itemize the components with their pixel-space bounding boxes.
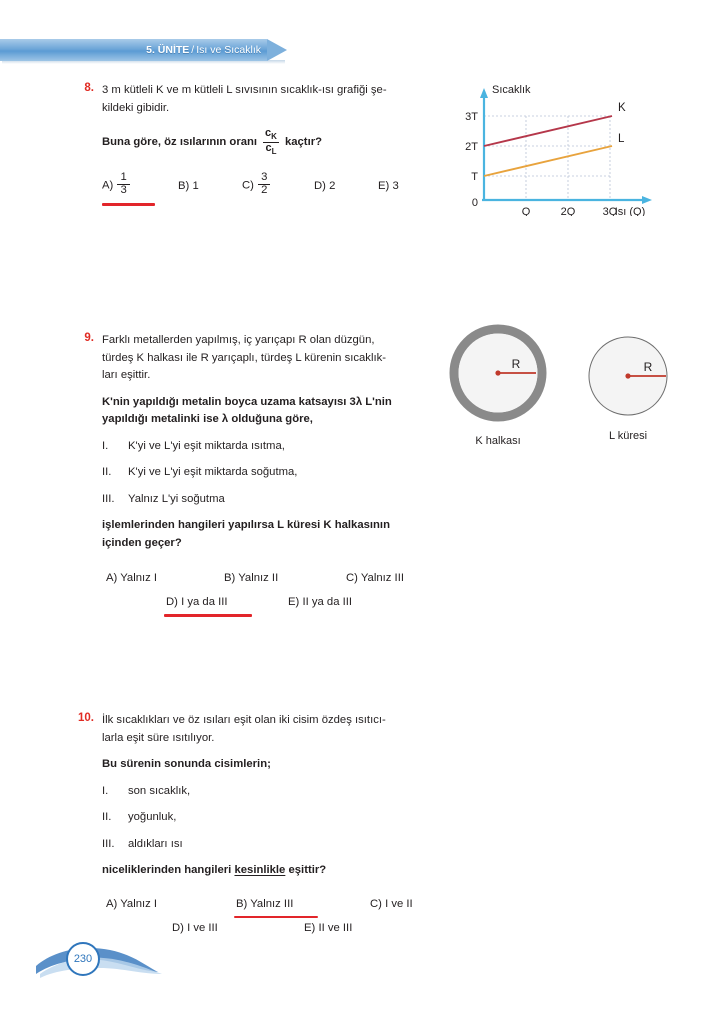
roman-text-1: son sıcaklık, xyxy=(128,784,191,797)
option-d[interactable] xyxy=(314,180,335,192)
option-a[interactable] xyxy=(106,572,157,584)
question-8-stem-line-1: 3 m kütleli K ve m kütleli L sıvısının sıcaklık-ısı grafiği şe- xyxy=(102,84,387,96)
answer-underline-question-9 xyxy=(164,614,252,617)
series-label-k: K xyxy=(618,102,626,114)
denominator-subscript: L xyxy=(271,146,277,156)
option-d[interactable] xyxy=(166,596,228,608)
footer-swoosh-icon xyxy=(34,938,184,988)
question-8-prompt-pre: Buna göre, öz ısılarının oranı xyxy=(102,136,258,149)
option-c-value xyxy=(258,172,270,197)
numerator-symbol: c xyxy=(265,127,272,139)
option-c-value: Yalnız III xyxy=(360,572,404,584)
roman-item-3 xyxy=(102,836,454,854)
option-c-label: C) xyxy=(242,179,254,192)
roman-text-1: K'yi ve L'yi eşit miktarda ısıtma, xyxy=(128,439,285,452)
y-axis-arrow-icon xyxy=(480,88,488,98)
option-a-value: Yalnız I xyxy=(120,897,158,910)
sphere-center-dot xyxy=(625,373,630,378)
question-10-stem-line-1: İlk sıcaklıkları ve öz ısıları eşit olan iki cisim özdeş ısıtıcı- xyxy=(102,714,386,726)
header-separator: / xyxy=(191,44,195,56)
y-tick-2t: 2T xyxy=(465,141,478,153)
option-b[interactable] xyxy=(178,180,199,192)
option-a-label: A) xyxy=(106,897,118,910)
option-a-label: A) xyxy=(102,179,114,192)
option-c-label: C) xyxy=(346,572,358,584)
gridlines xyxy=(484,116,610,200)
option-a-label: A) xyxy=(106,572,118,584)
question-10-question xyxy=(102,862,454,880)
option-e[interactable] xyxy=(304,922,352,934)
ring-center-dot xyxy=(495,370,500,375)
figure-k-ring-caption: K halkası xyxy=(475,435,521,447)
roman-item-1 xyxy=(102,438,458,456)
question-8-stem-line-2: kildeki gibidir. xyxy=(102,101,170,114)
option-e-value: 3 xyxy=(392,180,399,193)
roman-numeral-3: III. xyxy=(102,837,115,850)
option-c[interactable] xyxy=(242,173,271,198)
x-tick-q: Q xyxy=(521,206,531,216)
x-tick-2q: 2Q xyxy=(560,206,576,216)
question-10-stem-line-2: larla eşit süre ısıtılıyor. xyxy=(102,731,215,744)
option-d-value: I ya da III xyxy=(181,596,228,608)
roman-text-2: K'yi ve L'yi eşit miktarda soğutma, xyxy=(128,466,298,478)
option-c[interactable] xyxy=(346,572,404,584)
answer-underline-question-10 xyxy=(234,916,318,919)
question-8-number: 8. xyxy=(84,82,94,94)
roman-numeral-1: I. xyxy=(102,784,109,797)
y-tick-t: T xyxy=(471,171,478,183)
question-9-stem-line-3: ları eşittir. xyxy=(102,369,151,381)
roman-numeral-2: II. xyxy=(102,466,112,478)
option-a[interactable] xyxy=(106,898,157,910)
option-e[interactable] xyxy=(288,596,352,608)
option-c-denominator: 2 xyxy=(258,184,270,197)
question-10-question-pre: niceliklerinden hangileri xyxy=(102,864,232,876)
x-axis-title: Isı (Q) xyxy=(614,206,646,216)
roman-numeral-1: I. xyxy=(102,439,109,452)
denominator-symbol: c xyxy=(265,141,272,154)
figure-k-ring xyxy=(443,323,553,447)
question-8-prompt-post: kaçtır? xyxy=(284,136,322,149)
question-9-prompt-line-1: K'nin yapıldığı metalin boyca uzama katsayısı 3λ L'nin xyxy=(102,395,392,408)
option-c[interactable] xyxy=(370,898,413,910)
fraction-denominator xyxy=(263,142,279,157)
figure-l-sphere xyxy=(578,334,678,442)
option-e-label: E) xyxy=(304,921,316,934)
roman-numeral-3: III. xyxy=(102,492,115,505)
option-e-label: E) xyxy=(378,180,390,193)
graph-svg xyxy=(458,76,673,216)
x-tick-3q: 3Q xyxy=(602,206,618,216)
option-a-numerator: 1 xyxy=(120,171,127,184)
option-b-label: B) xyxy=(236,897,248,910)
ring-svg xyxy=(448,323,548,423)
option-d[interactable] xyxy=(172,922,218,934)
question-8-options xyxy=(102,169,448,205)
question-10-question-post: eşittir? xyxy=(288,864,327,876)
option-e-label: E) xyxy=(288,596,300,608)
option-b-value: 1 xyxy=(192,180,199,193)
fraction-numerator xyxy=(263,128,279,142)
x-axis-arrow-icon xyxy=(642,196,652,204)
roman-text-3: Yalnız L'yi soğutma xyxy=(128,492,225,505)
option-b[interactable] xyxy=(224,572,278,584)
question-9-prompt-line-2: yapıldığı metalinki ise λ olduğuna göre, xyxy=(102,413,313,425)
question-10-emphasis: kesinlikle xyxy=(234,864,286,876)
question-9-question-line-2: içinden geçer? xyxy=(102,536,182,549)
option-b-value: Yalnız III xyxy=(250,897,294,910)
option-b[interactable] xyxy=(236,898,293,910)
question-8-prompt xyxy=(102,129,448,157)
option-c-label: C) xyxy=(370,897,382,910)
option-b-value: Yalnız II xyxy=(238,572,279,584)
figure-l-sphere-caption: L küresi xyxy=(608,430,648,442)
series-label-l: L xyxy=(618,133,625,145)
topic-label: Isı ve Sıcaklık xyxy=(196,44,261,56)
option-a[interactable] xyxy=(102,173,131,198)
question-9-options xyxy=(102,572,458,622)
ring-radius-label: R xyxy=(511,357,521,371)
origin-label: 0 xyxy=(471,197,478,209)
option-c-numerator: 3 xyxy=(261,171,268,184)
option-d-value: 2 xyxy=(329,180,336,193)
roman-item-1 xyxy=(102,783,454,801)
roman-item-2 xyxy=(102,464,458,482)
roman-item-2 xyxy=(102,809,454,827)
specific-heat-ratio-fraction xyxy=(263,128,279,156)
option-b-label: B) xyxy=(178,180,190,193)
roman-text-3: aldıkları ısı xyxy=(128,837,183,850)
roman-numeral-2: II. xyxy=(102,811,112,823)
temperature-heat-graph xyxy=(458,76,673,216)
banner-text xyxy=(0,39,267,61)
sphere-radius-label: R xyxy=(643,360,653,374)
option-e[interactable] xyxy=(378,180,399,192)
y-axis-title: Sıcaklık xyxy=(492,84,531,96)
option-a-denominator: 3 xyxy=(117,184,129,197)
y-tick-3t: 3T xyxy=(465,111,478,123)
option-d-label: D) xyxy=(314,180,326,193)
unit-header-banner xyxy=(0,39,290,61)
sphere-svg xyxy=(586,334,670,418)
option-b-label: B) xyxy=(224,572,236,584)
page-footer xyxy=(34,938,194,998)
option-a-value xyxy=(117,172,129,197)
page-number-badge: 230 xyxy=(66,942,100,976)
option-e-value: II ve III xyxy=(318,921,353,934)
numerator-subscript: K xyxy=(271,132,277,142)
banner-arrow-tip-icon xyxy=(267,39,287,61)
option-d-label: D) xyxy=(166,596,178,608)
option-d-value: I ve III xyxy=(187,921,218,934)
question-10-prompt: Bu sürenin sonunda cisimlerin; xyxy=(102,758,271,770)
question-9-stem-line-1: Farklı metallerden yapılmış, iç yarıçapı R olan düzgün, xyxy=(102,334,375,346)
question-9-stem-line-2: türdeş K halkası ile R yarıçaplı, türdeş L kürenin sıcaklık- xyxy=(102,351,387,364)
question-9-question-line-1: işlemlerinden hangileri yapılırsa L küresi K halkasının xyxy=(102,519,390,531)
series-line-l xyxy=(484,146,612,176)
option-d-label: D) xyxy=(172,921,184,934)
question-9-number: 9. xyxy=(84,332,94,344)
option-e-value: II ya da III xyxy=(302,596,353,608)
series-line-k xyxy=(484,116,612,146)
question-10-number: 10. xyxy=(78,712,94,724)
roman-text-2: yoğunluk, xyxy=(128,811,177,823)
option-a-value: Yalnız I xyxy=(120,572,158,584)
roman-item-3 xyxy=(102,491,458,509)
answer-underline-question-8 xyxy=(102,203,155,206)
option-c-value: I ve II xyxy=(385,897,413,910)
unit-label: 5. ÜNİTE xyxy=(146,44,190,56)
